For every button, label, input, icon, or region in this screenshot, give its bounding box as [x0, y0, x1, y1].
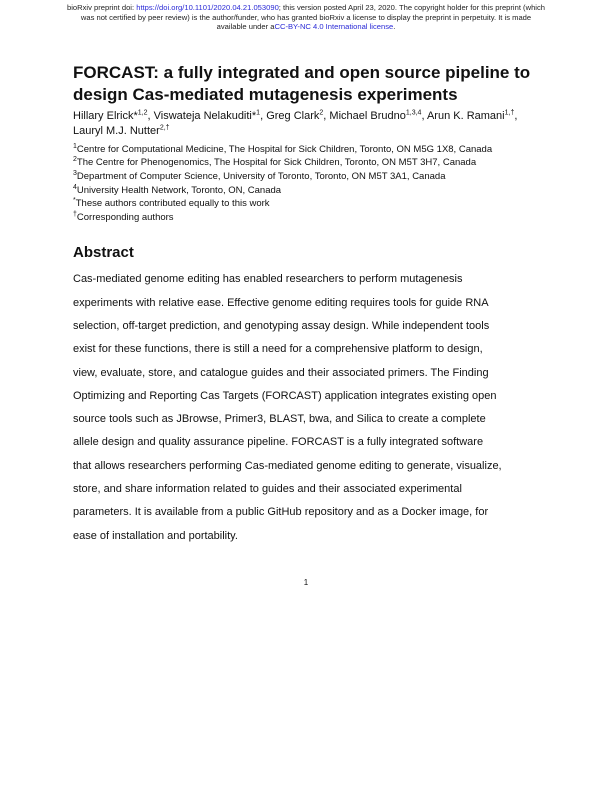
affiliation — [73, 184, 541, 198]
page-number: 1 — [303, 577, 309, 587]
author-affiliation-marker: 1 — [256, 109, 261, 117]
affiliation-text: The Centre for Phenogenomics, The Hospital for Sick Children, Toronto, ON M5T 3H7, Canada — [76, 157, 477, 169]
abstract-line: exist for these functions, there is still a need for a comprehensive platform to design, — [73, 343, 483, 356]
abstract-line: experiments with relative ease. Effective genome editing requires tools for guide RNA — [73, 296, 489, 309]
title-line: FORCAST: a fully integrated and open source pipeline to — [73, 62, 531, 82]
abstract-line: selection, off-target prediction, and genotyping assay design. While independent tools — [73, 319, 490, 332]
author-affiliation-marker: 2,† — [159, 124, 170, 132]
author-affiliation-marker: 2 — [319, 109, 324, 117]
affiliations — [73, 143, 541, 225]
author-affiliation-marker: 1,2 — [137, 109, 148, 117]
abstract-body — [73, 268, 541, 548]
author-affiliation-marker: 1,3,4 — [405, 109, 422, 117]
license-link[interactable]: CC-BY-NC 4.0 International license — [274, 22, 394, 32]
title-line: design Cas-mediated mutagenesis experiments — [73, 84, 458, 104]
author-name: Viswateja Nelakuditi* — [153, 109, 257, 122]
abstract-line: ease of installation and portability. — [73, 529, 238, 542]
affiliation-marker: 1 — [73, 142, 77, 150]
author-name: Arun K. Ramani — [426, 109, 505, 122]
abstract-line: view, evaluate, store, and catalogue guides and their associated primers. The Finding — [73, 366, 489, 379]
author-name: Lauryl M.J. Nutter — [73, 124, 160, 137]
affiliation-marker: * — [73, 197, 76, 204]
affiliation — [73, 211, 541, 225]
header-text: was not certified by peer review) is the author/funder, who has granted bioRxiv a license to display the preprint in perpetuity. It is made — [80, 12, 532, 22]
affiliation-marker: 4 — [73, 183, 77, 191]
abstract-line: allele design and quality assurance pipeline. FORCAST is a fully integrated software — [73, 436, 484, 449]
affiliation — [73, 143, 541, 157]
affiliation-text: Department of Computer Science, University of Toronto, Toronto, ON M5T 3A1, Canada — [76, 170, 446, 182]
affiliation-text: These authors contributed equally to this work — [75, 198, 270, 210]
affiliation-marker: 2 — [73, 156, 77, 164]
abstract-line: Cas-mediated genome editing has enabled researchers to perform mutagenesis — [73, 273, 463, 286]
header-text: bioRxiv preprint doi: — [66, 3, 137, 12]
abstract-line: store, and share information related to guides and their associated experimental — [73, 483, 462, 496]
affiliation-text: University Health Network, Toronto, ON, Canada — [76, 184, 282, 196]
preprint-header — [0, 0, 612, 32]
author-name: Greg Clark — [266, 109, 320, 122]
doi-link[interactable]: https://doi.org/10.1101/2020.04.21.053090 — [136, 3, 279, 12]
affiliation-marker: † — [73, 210, 77, 218]
affiliation-text: Centre for Computational Medicine, The Hospital for Sick Children, Toronto, ON M5G 1X8, Canada — [76, 143, 493, 155]
author-affiliation-marker: 1,† — [504, 109, 515, 117]
abstract-line: Optimizing and Reporting Cas Targets (FORCAST) application integrates existing open — [73, 389, 497, 402]
header-text: . — [393, 22, 396, 32]
abstract-heading: Abstract — [73, 244, 134, 262]
author-name: Hillary Elrick* — [73, 109, 138, 122]
abstract-line: source tools such as JBrowse, Primer3, BLAST, bwa, and Silica to create a complete — [73, 413, 486, 426]
paper-title — [73, 62, 541, 106]
header-text: ; this version posted April 23, 2020. The copyright holder for this preprint (which — [278, 3, 546, 12]
author-name: Michael Brudno — [329, 109, 406, 122]
affiliation — [73, 156, 541, 170]
author-line: Hillary Elrick*$^{1,2}$, Viswateja Nelakuditi*$^1$, Greg Clark$^2$, Michael Brudno$^{1,3,4}$, Arun K. Ramani$^{1,\dagger}$, — [73, 109, 518, 122]
affiliation-text: Corresponding authors — [76, 211, 174, 223]
header-text: available under a — [216, 22, 275, 32]
abstract-line: that allows researchers performing Cas-mediated genome editing to generate, visualize, — [73, 459, 502, 472]
author-list — [73, 109, 541, 139]
abstract-line: parameters. It is available from a public GitHub repository and as a Docker image, for — [73, 506, 489, 519]
affiliation — [73, 170, 541, 184]
affiliation-marker: 3 — [73, 169, 77, 177]
author-line — [73, 124, 541, 139]
paper-content — [73, 62, 541, 548]
affiliation — [73, 197, 541, 211]
